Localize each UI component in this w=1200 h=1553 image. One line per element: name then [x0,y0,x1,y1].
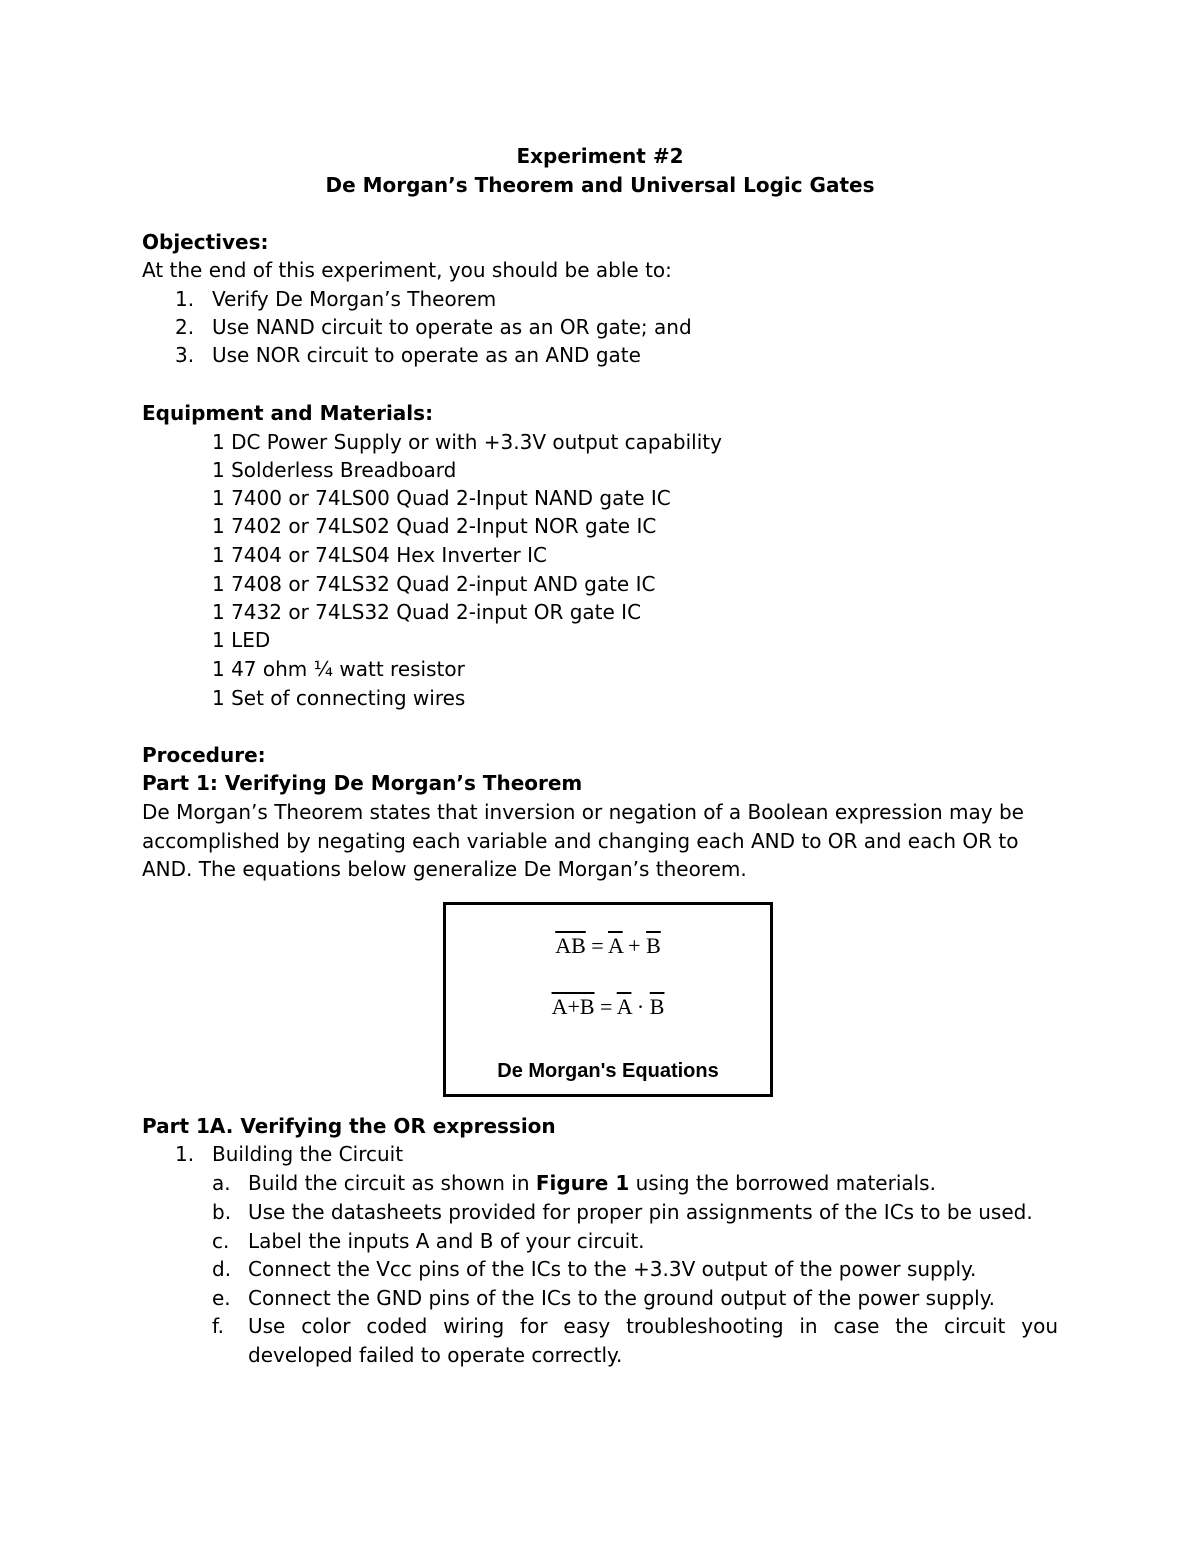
equation-2-lhs: A+B [551,994,595,1019]
substep-a-text: using the borrowed materials. [629,1171,936,1195]
equipment-item: 1 Solderless Breadboard [212,458,457,482]
equation-1-term-b: $\overline{B}$ [646,933,661,958]
demorgan-equations-figure [443,902,773,1097]
substep-e: Connect the GND pins of the ICs to the ground output of the power supply. [248,1286,996,1310]
substep-a [248,1169,936,1197]
equipment-item: 1 DC Power Supply or with +3.3V output capability [212,430,722,454]
part1-paragraph: De Morgan’s Theorem states that inversion or negation of a Boolean expression may be accomplished by negating each variable and changing each AND to OR and each OR to AND. The equations below generalize De Morgan’s theorem. [142,800,1024,881]
objective-item: Use NOR circuit to operate as an AND gate [212,343,641,367]
substep-a-text: Build the circuit as shown in [248,1171,536,1195]
objective-number: 2. [175,315,195,339]
equipment-item: 1 7408 or 74LS32 Quad 2-input AND gate IC [212,572,656,596]
figure-caption: De Morgan's Equations [497,1060,719,1082]
dot-operator: · [631,994,650,1019]
substep-letter: a. [212,1171,231,1195]
equipment-item: 1 Set of connecting wires [212,686,466,710]
step-number: 1. [175,1142,195,1166]
equation-1-lhs: $\overline{AB}$ [555,933,586,958]
equipment-item: 1 7404 or 74LS04 Hex Inverter IC [212,543,547,567]
figure-reference: Figure 1 [535,1171,630,1195]
equipment-item: 1 47 ohm ¼ watt resistor [212,657,465,681]
substep-letter: e. [212,1286,231,1310]
equipment-item: 1 7400 or 74LS00 Quad 2-Input NAND gate IC [212,486,671,510]
equals-sign: = [594,994,617,1019]
equipment-item: 1 7432 or 74LS32 Quad 2-input OR gate IC [212,600,642,624]
equation-2-term-a: $\overline{A}$ [616,994,632,1019]
step-title: Building the Circuit [212,1142,404,1166]
objectives-intro: At the end of this experiment, you should be able to: [142,258,672,282]
substep-letter: f. [212,1314,224,1338]
substep-f-line2: developed failed to operate correctly. [248,1343,623,1367]
substep-d: Connect the Vcc pins of the ICs to the +3.3V output of the power supply. [248,1257,977,1281]
equation-2-term-b: $\overline{B}$ [649,994,665,1019]
substep-letter: d. [212,1257,232,1281]
substep-letter: b. [212,1200,232,1224]
equation-1 [446,933,770,959]
objectives-heading: Objectives: [142,230,269,254]
part1-heading: Part 1: Verifying De Morgan’s Theorem [142,771,583,795]
part1a-heading: Part 1A. Verifying the OR expression [142,1114,556,1138]
objective-number: 3. [175,343,195,367]
substep-b: Use the datasheets provided for proper pin assignments of the ICs to be used. [248,1200,1033,1224]
objective-number: 1. [175,287,195,311]
equation-2 [446,994,770,1020]
document-title: Experiment #2 [516,144,684,168]
equation-1-term-a: $\overline{A}$ [607,933,623,958]
equipment-heading: Equipment and Materials: [142,401,434,425]
substep-letter: c. [212,1229,230,1253]
objective-item: Verify De Morgan’s Theorem [212,287,497,311]
objective-item: Use NAND circuit to operate as an OR gate; and [212,315,692,339]
substep-c: Label the inputs A and B of your circuit. [248,1229,645,1253]
document-subtitle: De Morgan’s Theorem and Universal Logic Gates [325,173,875,197]
equals-sign: = [585,933,608,958]
substep-f-line1: Use color coded wiring for easy troubleshooting in case the circuit you [248,1314,1058,1338]
procedure-heading: Procedure: [142,743,266,767]
plus-operator: + [622,933,647,958]
equipment-item: 1 LED [212,628,271,652]
equipment-item: 1 7402 or 74LS02 Quad 2-Input NOR gate IC [212,514,657,538]
